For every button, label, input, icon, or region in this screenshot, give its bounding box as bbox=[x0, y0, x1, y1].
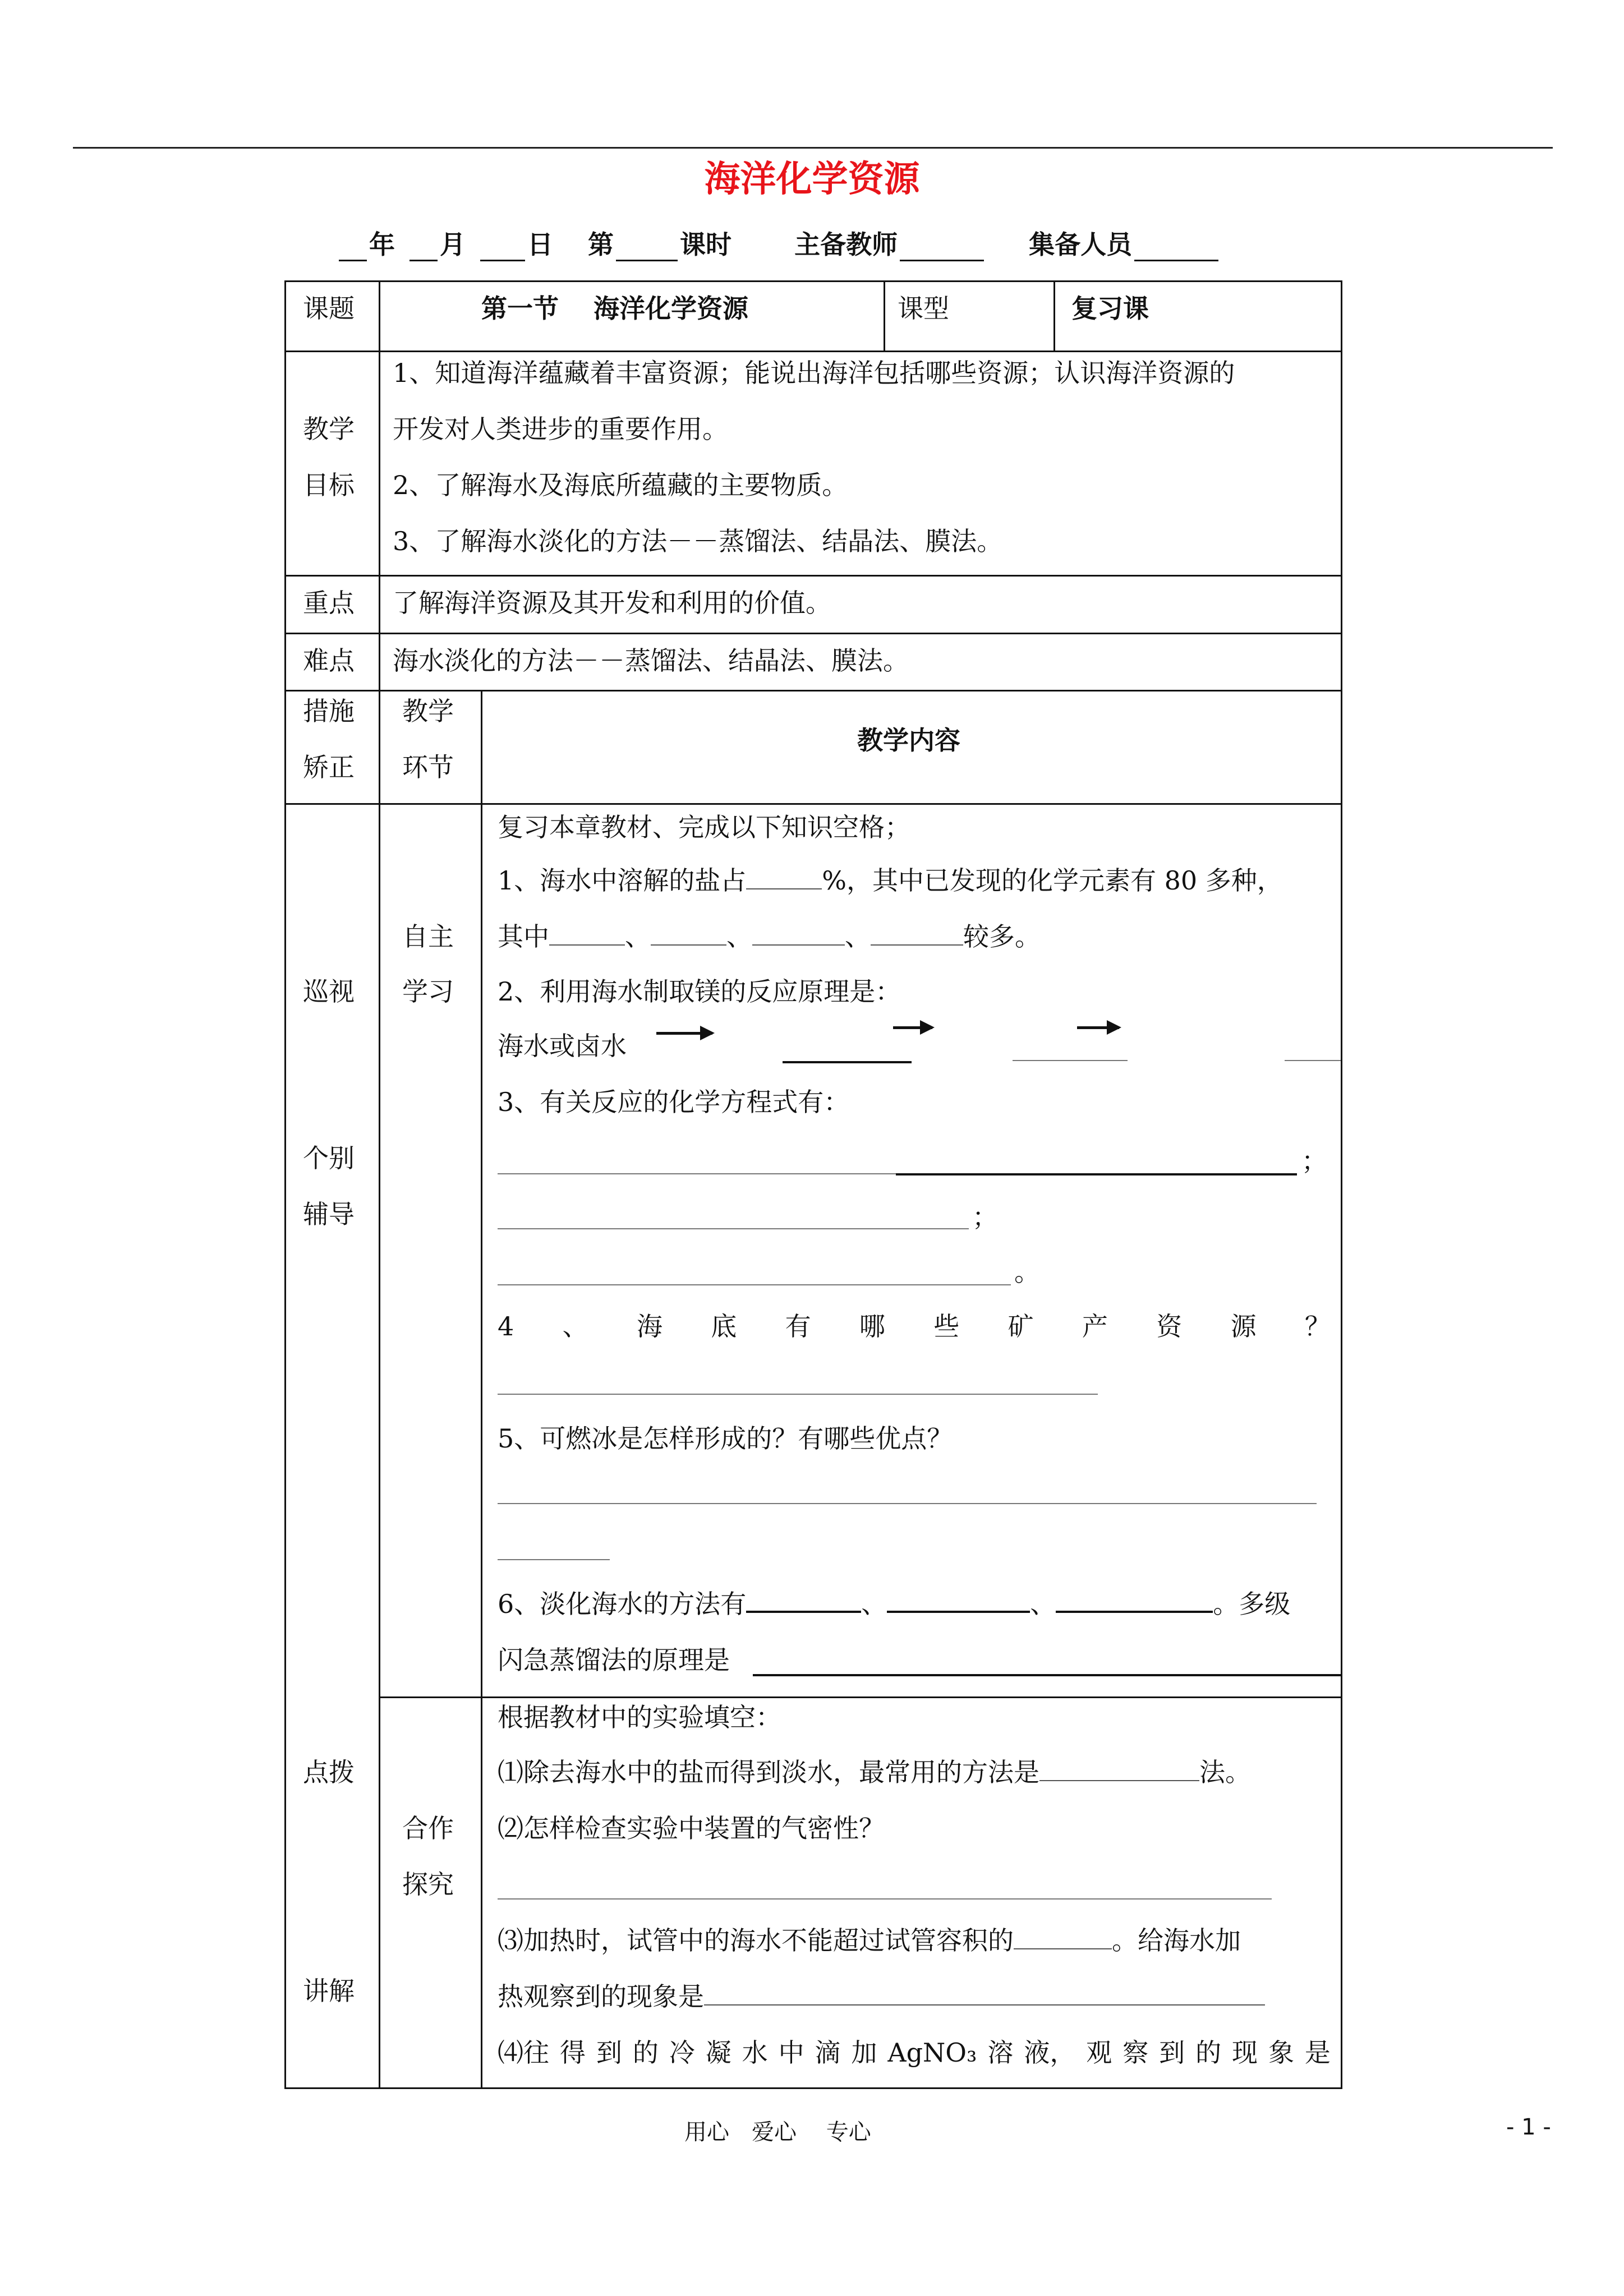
answer-blank[interactable] bbox=[1285, 1060, 1341, 1061]
answer-blank[interactable] bbox=[498, 1394, 1098, 1395]
note-explain: 讲解 bbox=[303, 1976, 355, 2006]
answer-blank[interactable] bbox=[746, 866, 822, 889]
coop-question-2: ⑵怎样检查实验中装置的气密性？ bbox=[498, 1813, 885, 1843]
coop-question-1: ⑴除去海水中的盐而得到淡水，最常用的方法是 法。 bbox=[498, 1757, 1251, 1787]
topic-label: 课题 bbox=[303, 293, 355, 324]
coop-intro: 根据教材中的实验填空： bbox=[498, 1702, 781, 1732]
col-measures-1: 措施 bbox=[303, 696, 355, 726]
stage-self-1: 自主 bbox=[402, 921, 454, 952]
col-stage-1: 教学 bbox=[402, 696, 454, 726]
answer-blank[interactable] bbox=[498, 1898, 1272, 1899]
stage-coop-1: 合作 bbox=[402, 1813, 454, 1843]
objectives-label-1: 教学 bbox=[303, 414, 355, 444]
answer-blank[interactable] bbox=[651, 922, 726, 946]
answer-blank[interactable] bbox=[498, 1284, 1011, 1285]
month-label: 月 bbox=[440, 229, 466, 260]
header-rule bbox=[73, 147, 1553, 149]
answer-blank[interactable] bbox=[704, 1982, 1265, 2005]
objective-line: 开发对人类进步的重要作用。 bbox=[393, 414, 728, 444]
mg-start: 海水或卤水 bbox=[498, 1031, 627, 1061]
answer-blank[interactable] bbox=[498, 1559, 610, 1560]
question-4: 4 、 海 底 有 哪 些 矿 产 资 源 ？ bbox=[498, 1311, 1331, 1341]
arrow-icon bbox=[893, 1026, 932, 1029]
coop-question-3: ⑶加热时，试管中的海水不能超过试管容积的 。给海水加 bbox=[498, 1925, 1241, 1956]
arrow-icon bbox=[1077, 1026, 1119, 1029]
page-number: - 1 - bbox=[1506, 2114, 1551, 2140]
answer-blank[interactable] bbox=[549, 922, 625, 946]
answer-blank[interactable] bbox=[896, 1173, 1297, 1175]
key-point-value: 了解海洋资源及其开发和利用的价值。 bbox=[393, 588, 831, 618]
answer-blank[interactable] bbox=[498, 1173, 896, 1174]
topic-value: 第一节 海洋化学资源 bbox=[481, 293, 749, 324]
co-prep-blank[interactable] bbox=[1134, 237, 1218, 261]
period-label: 课时 bbox=[680, 229, 732, 260]
question-6: 6、淡化海水的方法有 、 、 。多级 bbox=[498, 1589, 1291, 1619]
eq-semicolon: ； bbox=[972, 1202, 998, 1232]
objectives-label-2: 目标 bbox=[303, 470, 355, 500]
answer-blank[interactable] bbox=[753, 1674, 1341, 1676]
col-stage-2: 环节 bbox=[402, 752, 454, 782]
note-individual: 个别 bbox=[303, 1143, 355, 1173]
arrow-icon bbox=[656, 1032, 712, 1035]
year-blank[interactable] bbox=[339, 237, 367, 261]
self-study-intro: 复习本章教材、完成以下知识空格； bbox=[498, 812, 910, 842]
eq-period: 。 bbox=[1014, 1257, 1040, 1287]
answer-blank[interactable] bbox=[783, 1061, 912, 1063]
footer-text: 用心 爱心 专心 bbox=[684, 2119, 871, 2145]
answer-blank[interactable] bbox=[1014, 1926, 1112, 1949]
month-blank[interactable] bbox=[410, 237, 438, 261]
answer-blank[interactable] bbox=[498, 1228, 969, 1229]
answer-blank[interactable] bbox=[1013, 1060, 1128, 1061]
question-1: 1、海水中溶解的盐占 %，其中已发现的化学元素有 80 多种， bbox=[498, 865, 1283, 896]
stage-self-2: 学习 bbox=[402, 976, 454, 1007]
difficulty-label: 难点 bbox=[303, 646, 355, 676]
col-content: 教学内容 bbox=[857, 725, 960, 755]
period-blank[interactable] bbox=[616, 237, 678, 261]
note-guide: 点拨 bbox=[303, 1757, 355, 1787]
objective-line: 1、知道海洋蕴藏着丰富资源；能说出海洋包括哪些资源；认识海洋资源的 bbox=[393, 358, 1235, 388]
type-value: 复习课 bbox=[1071, 293, 1149, 324]
note-patrol: 巡视 bbox=[303, 976, 355, 1007]
answer-blank[interactable] bbox=[1039, 1758, 1199, 1781]
difficulty-value: 海水淡化的方法－－蒸馏法、结晶法、膜法。 bbox=[393, 646, 909, 676]
objective-line: 3、了解海水淡化的方法－－蒸馏法、结晶法、膜法。 bbox=[393, 526, 1003, 556]
question-2: 2、利用海水制取镁的反应原理是： bbox=[498, 976, 901, 1007]
coop-question-3-cont: 热观察到的现象是 bbox=[498, 1968, 1265, 2025]
lesson-header bbox=[337, 224, 1221, 261]
note-tutor: 辅导 bbox=[303, 1199, 355, 1229]
lead-teacher-label: 主备教师 bbox=[794, 229, 898, 260]
type-label: 课型 bbox=[898, 293, 949, 324]
day-blank[interactable] bbox=[480, 237, 525, 261]
question-6-cont: 闪急蒸馏法的原理是 bbox=[498, 1645, 730, 1675]
document-title: 海洋化学资源 bbox=[704, 159, 920, 200]
year-label: 年 bbox=[369, 229, 395, 260]
day-label: 日 bbox=[527, 229, 554, 260]
question-1-cont: 其中 、 、 、 较多。 bbox=[498, 921, 1041, 952]
eq-semicolon: ； bbox=[1301, 1146, 1327, 1176]
question-3: 3、有关反应的化学方程式有： bbox=[498, 1087, 850, 1117]
coop-question-4: ⑷往 得 到 的 冷 凝 水 中 滴 加 AgNO₃ 溶 液， 观 察 到 的 现 象 是 bbox=[498, 2037, 1331, 2068]
objective-line: 2、了解海水及海底所蕴藏的主要物质。 bbox=[393, 470, 848, 500]
lead-teacher-blank[interactable] bbox=[900, 237, 984, 261]
col-measures-2: 矫正 bbox=[303, 752, 355, 782]
answer-blank[interactable] bbox=[887, 1588, 1030, 1613]
co-prep-label: 集备人员 bbox=[1029, 229, 1133, 260]
question-5: 5、可燃冰是怎样形成的？有哪些优点？ bbox=[498, 1423, 953, 1454]
answer-blank[interactable] bbox=[498, 1503, 1317, 1504]
answer-blank[interactable] bbox=[752, 922, 845, 946]
stage-coop-2: 探究 bbox=[402, 1869, 454, 1899]
answer-blank[interactable] bbox=[1056, 1588, 1213, 1613]
answer-blank[interactable] bbox=[746, 1588, 861, 1613]
answer-blank[interactable] bbox=[871, 922, 963, 946]
period-prefix: 第 bbox=[588, 229, 614, 260]
key-point-label: 重点 bbox=[303, 588, 355, 618]
